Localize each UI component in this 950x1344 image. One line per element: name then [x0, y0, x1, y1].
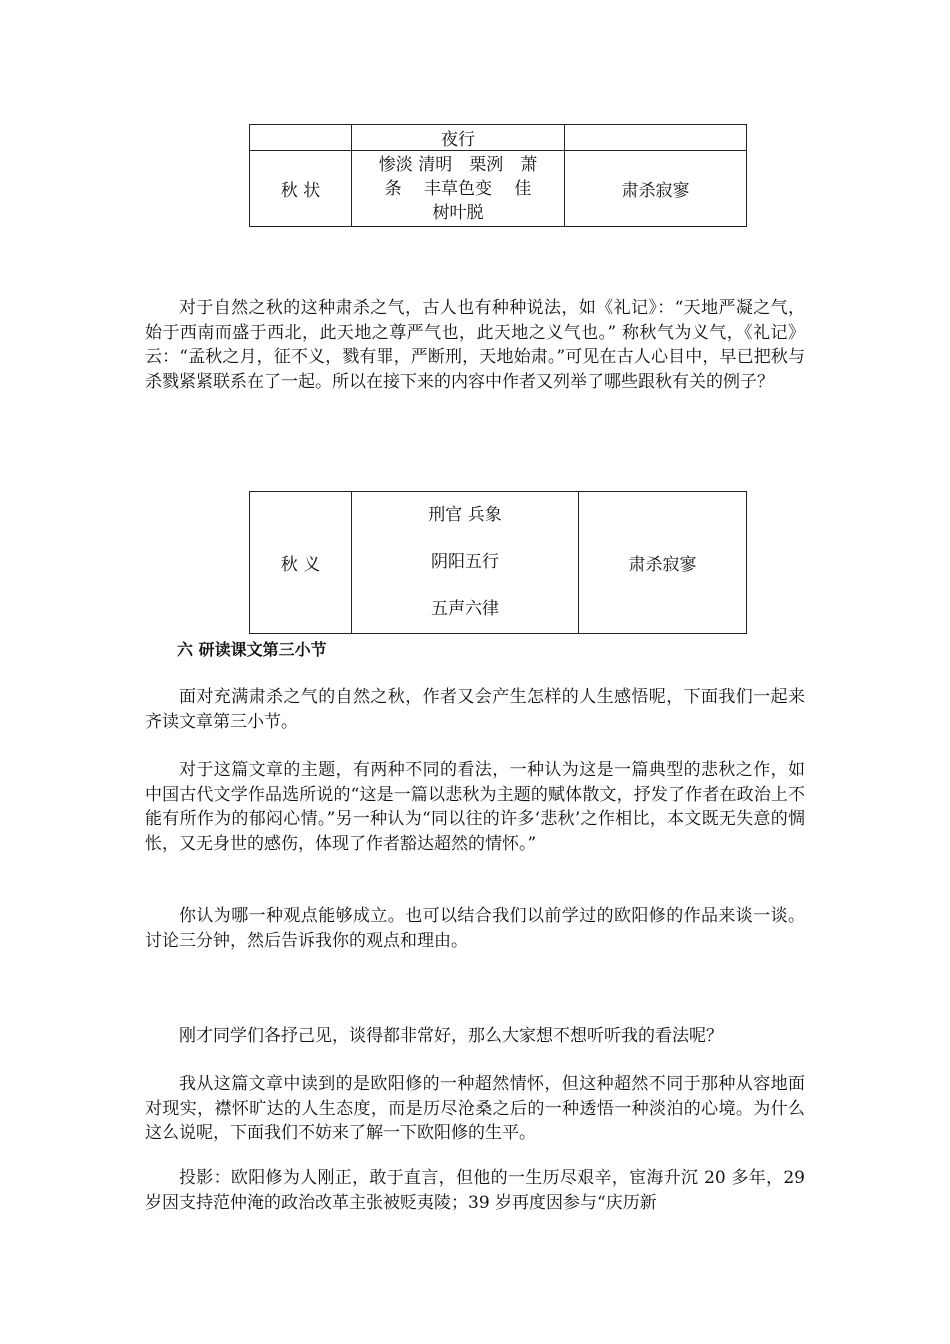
table2-examples	[352, 492, 579, 634]
table1-row2-label: 秋 状	[250, 151, 352, 227]
table2-example-line: 刑官 兵象	[428, 505, 502, 525]
paragraph-teacher-view: 刚才同学们各抒己见，谈得都非常好，那么大家想不想听听我的看法呢？	[179, 1026, 723, 1046]
paragraph-theme-views: 对于这篇文章的主题，有两种不同的看法，一种认为这是一篇典型的悲秋之作，如中国古代文学作品选所说的“这是一篇以悲秋为主题的赋体散文，抒发了作者在政治上不能有所作为的郁闷心情。”另一种认为“同以往的许多‘悲秋’之作相比，本文既无失意的惆怅，又无身世的感伤，体现了作者豁达超然的情怀。”	[145, 760, 805, 854]
paragraph-liji: 对于自然之秋的这种肃杀之气，古人也有种种说法，如《礼记》：“天地严凝之气，始于西南而盛于西北，此天地之尊严气也，此天地之义气也。” 称秋气为义气，《礼记》云：“孟秋之月，征不义，戮有罪，严断刑，天地始肃。”可见在古人心目中，早已把秋与杀戮紧紧联系在了一起。所以在接下来的内容中作者又列举了哪些跟秋有关的例子？	[145, 298, 805, 392]
autumn-meaning-table	[249, 491, 747, 634]
table1-desc-line: 条 丰草色变 佳	[384, 178, 532, 199]
paragraph-transcendence: 我从这篇文章中读到的是欧阳修的一种超然情怀，但这种超然不同于那种从容地面对现实，襟怀旷达的人生态度，而是历尽沧桑之后的一种透悟一种淡泊的心境。为什么这么说呢，下面我们不妨来了解一下欧阳修的生平。	[145, 1074, 805, 1143]
table1-row1-right	[565, 125, 747, 151]
table1-desc-line: 惨淡 清明 栗洌 萧	[378, 154, 538, 175]
table2-example-line: 五声六律	[431, 599, 499, 619]
paragraph-intro-section3: 面对充满肃杀之气的自然之秋，作者又会产生怎样的人生感悟呢，下面我们一起来齐读文章第三小节。	[145, 687, 805, 732]
paragraph-discussion: 你认为哪一种观点能够成立。也可以结合我们以前学过的欧阳修的作品来谈一谈。讨论三分钟，然后告诉我你的观点和理由。	[145, 906, 805, 951]
table1-desc-line: 树叶脱	[432, 202, 484, 223]
table2-mood: 肃杀寂寥	[579, 492, 747, 634]
autumn-state-table	[249, 124, 747, 227]
table1-row2-descriptions	[352, 151, 565, 227]
paragraph-biography: 投影：欧阳修为人刚正，敢于直言，但他的一生历尽艰辛，宦海升沉 20 多年，29 岁因支持范仲淹的政治改革主张被贬夷陵；39 岁再度因参与“庆历新	[145, 1168, 805, 1213]
table1-row1-middle: 夜行	[352, 125, 565, 151]
section-heading: 六 研读课文第三小节	[177, 640, 327, 659]
table2-example-line: 阴阳五行	[431, 552, 499, 572]
table2-label: 秋 义	[250, 492, 352, 634]
table1-row1-left	[250, 125, 352, 151]
table1-row2-mood: 肃杀寂寥	[565, 151, 747, 227]
